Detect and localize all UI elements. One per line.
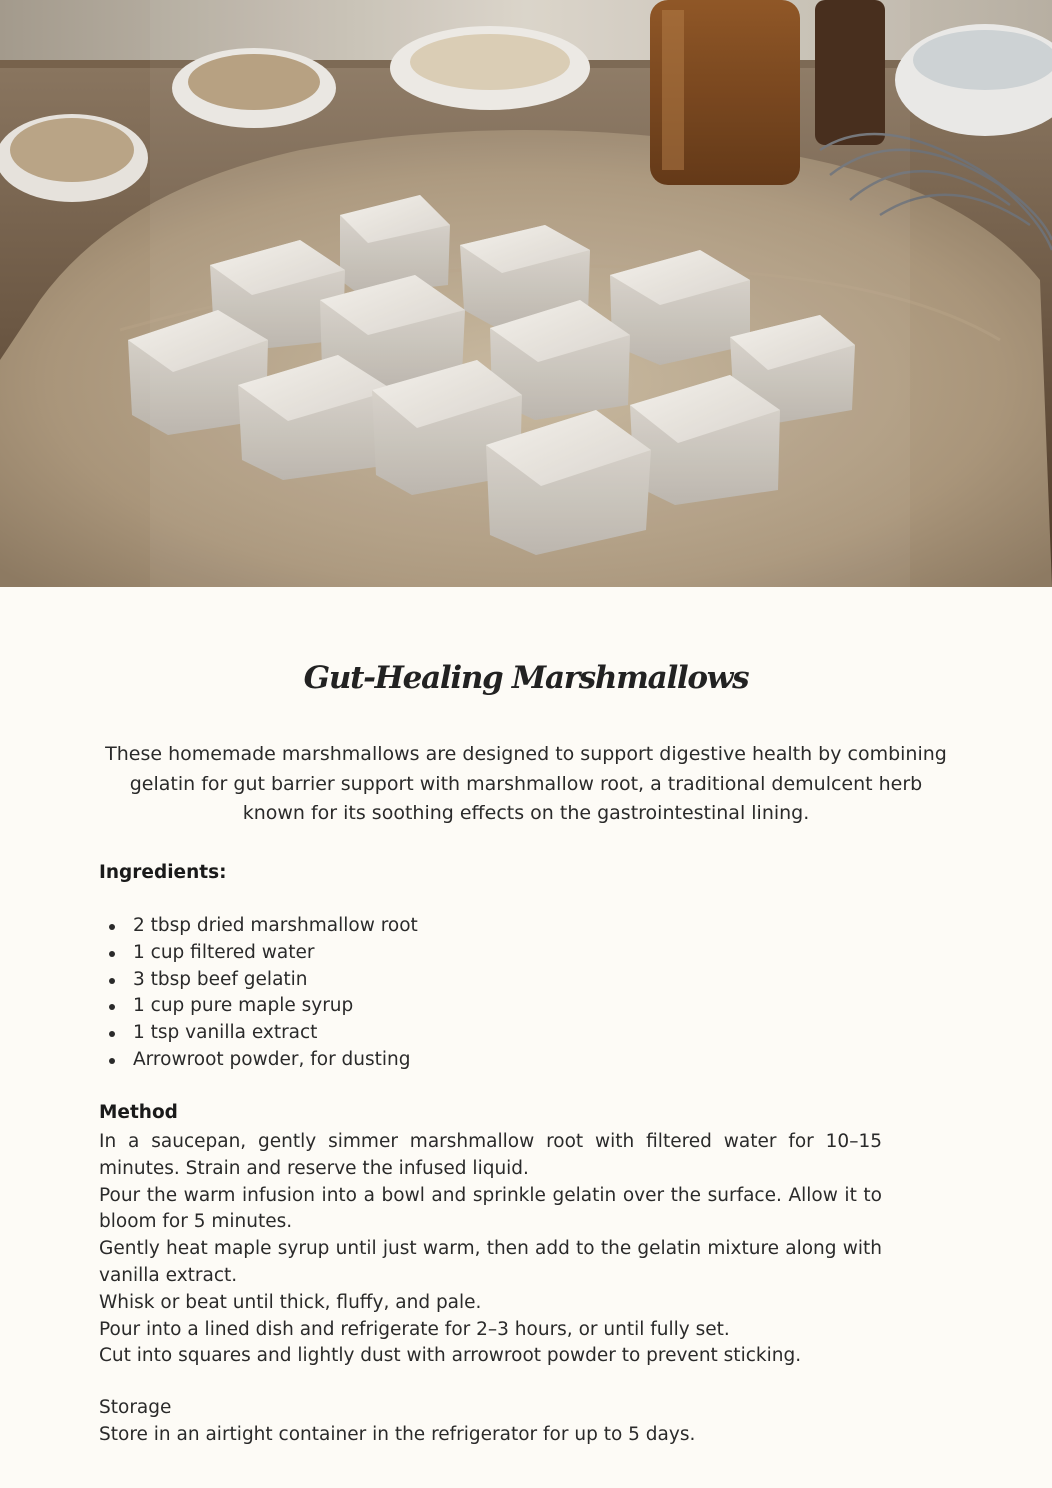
method-step: Pour into a lined dish and refrigerate for 2–3 hours, or until fully set. [99,1318,730,1340]
method-step: Whisk or beat until thick, fluffy, and pale. [99,1291,482,1313]
list-item: 3 tbsp beef gelatin [99,967,418,994]
method-step: Gently heat maple syrup until just warm, then add to the gelatin mixture along with vanilla extract. [99,1238,882,1286]
storage-heading: Storage [99,1397,172,1418]
ingredients-list [99,913,418,1074]
method-steps [99,1129,882,1370]
page-title: Gut-Healing Marshmallows [303,660,749,696]
list-item: 1 cup pure maple syrup [99,993,418,1020]
list-item: 2 tbsp dried marshmallow root [99,913,418,940]
ingredients-heading: Ingredients: [99,862,227,883]
marshmallows-photo-icon [0,0,1052,587]
method-heading: Method [99,1102,178,1123]
list-item: 1 tsp vanilla extract [99,1020,418,1047]
list-item: 1 cup filtered water [99,940,418,967]
hero-photo [0,0,1052,587]
method-step: Pour the warm infusion into a bowl and sprinkle gelatin over the surface. Allow it to bloom for 5 minutes. [99,1184,882,1233]
list-item: Arrowroot powder, for dusting [99,1047,418,1074]
storage-text: Store in an airtight container in the refrigerator for up to 5 days. [99,1424,696,1445]
method-step: In a saucepan, gently simmer marshmallow root with filtered water for 10–15 minutes. Strain and reserve the infused liquid. [99,1131,882,1179]
intro-paragraph: These homemade marshmallows are designed to support digestive health by combining gelatin for gut barrier support with marshmallow root, a traditional demulcent herb known for its soothing effects on the gastrointestinal lining. [105,743,947,824]
method-step: Cut into squares and lightly dust with arrowroot powder to prevent sticking. [99,1345,802,1367]
